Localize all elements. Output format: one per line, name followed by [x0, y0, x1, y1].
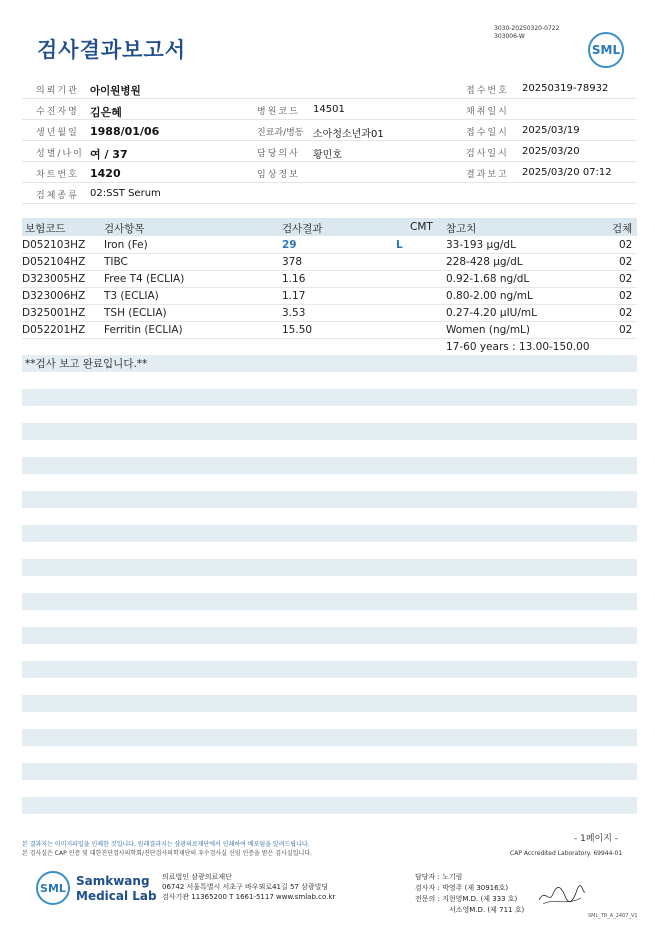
info-row-1: 의뢰기관 아이원병원 접수번호 20250319-78932: [22, 78, 637, 99]
patient-name: 김은혜: [90, 106, 122, 119]
document-code: 3030-20250320-0722 303006-W: [494, 25, 560, 40]
report-complete-note: **검사 보고 완료입니다.**: [25, 358, 148, 370]
results-table-header: 보험코드 검사항목 검사결과 CMT 참고치 검체: [22, 218, 637, 236]
page-title: 검사결과보고서: [37, 38, 187, 62]
empty-row: [22, 695, 637, 712]
info-row-6: 검체종류 02:SST Serum: [22, 183, 637, 204]
table-row: D052201HZ Ferritin (ECLIA) 15.50 Women (ng/mL) 02: [22, 322, 637, 339]
doctor-name: 황민호: [313, 150, 342, 161]
form-code: SML_TR_A_2407_V1: [588, 913, 638, 919]
hospital-code: 14501: [313, 104, 345, 115]
empty-row: [22, 559, 637, 576]
empty-row: [22, 661, 637, 678]
lab-name: Samkwang Medical Lab: [76, 874, 157, 903]
table-row-extra: 17-60 years : 13.00-150.00: [446, 341, 590, 353]
lab-staff: 담당자 : 노기림 검사자 : 박영주 (제 30916호) 전문의 : 지현영M.D. (제 333 호) 서소영M.D. (제 711 호): [415, 873, 525, 914]
receipt-date: 2025/03/19: [522, 125, 580, 136]
empty-row: [22, 797, 637, 814]
empty-row: [22, 491, 637, 508]
sml-logo: SML: [588, 32, 624, 68]
empty-row: [22, 389, 637, 406]
empty-row: [22, 593, 637, 610]
empty-row: [22, 423, 637, 440]
empty-row: [22, 525, 637, 542]
empty-row: [22, 763, 637, 780]
footer-notes: 본 결과지는 이미지파일을 인쇄한 것입니다. 원래결과지는 삼광의료재단에서 인쇄하여 배포됨을 알려드립니다. 본 검사실은 CAP 인증 및 대한진단검사의학회/진단검사의학재단의 우수검사실 신임 인증을 받은 검사실입니다.: [22, 841, 312, 857]
empty-row: [22, 627, 637, 644]
sml-footer-logo: SML: [36, 871, 70, 905]
birth-date: 1988/01/06: [90, 125, 160, 138]
empty-row: [22, 457, 637, 474]
specimen-type: 02:SST Serum: [90, 188, 161, 199]
sex-age: 여 / 37: [90, 148, 128, 161]
info-row-3: 생년월일 1988/01/06 진료과/병동 소아청소년과01 접수일시 2025/03/19: [22, 120, 637, 141]
signature-image: [537, 882, 587, 908]
cap-accreditation: CAP Accredited Laboratory. 69944-01: [510, 850, 623, 857]
low-flag: L: [396, 239, 403, 251]
empty-row: [22, 729, 637, 746]
lab-address: 의료법인 삼광의료재단 06742 서울특별시 서초구 바우뫼로41길 57 삼광빌딩 검사기관 11365200 T 1661-5117 www.smlab.co.kr: [162, 873, 336, 901]
info-row-4: 성별/나이 여 / 37 담당의사 황민호 검사일시 2025/03/20: [22, 141, 637, 162]
page-number: - 1페이지 -: [574, 834, 619, 844]
receipt-number: 20250319-78932: [522, 83, 609, 94]
info-row-2: 수진자명 김은혜 병원코드 14501 채취일시: [22, 99, 637, 120]
table-row: D052104HZ TIBC 378 228-428 μg/dL 02: [22, 254, 637, 271]
table-row: D323006HZ T3 (ECLIA) 1.17 0.80-2.00 ng/mL 02: [22, 288, 637, 305]
abnormal-result: 29: [282, 239, 297, 251]
table-row: D052103HZ Iron (Fe) 29 L 33-193 μg/dL 02: [22, 237, 637, 254]
complete-note-row: [22, 355, 637, 372]
test-date: 2025/03/20: [522, 146, 580, 157]
hospital-name: 아이원병원: [90, 85, 141, 97]
table-row: D323005HZ Free T4 (ECLIA) 1.16 0.92-1.68 ng/dL 02: [22, 271, 637, 288]
department: 소아청소년과01: [313, 129, 384, 140]
chart-number: 1420: [90, 167, 121, 180]
report-date: 2025/03/20 07:12: [522, 167, 612, 178]
table-row: D325001HZ TSH (ECLIA) 3.53 0.27-4.20 μIU/mL 02: [22, 305, 637, 322]
info-row-5: 차트번호 1420 임상정보 결과보고 2025/03/20 07:12: [22, 162, 637, 183]
